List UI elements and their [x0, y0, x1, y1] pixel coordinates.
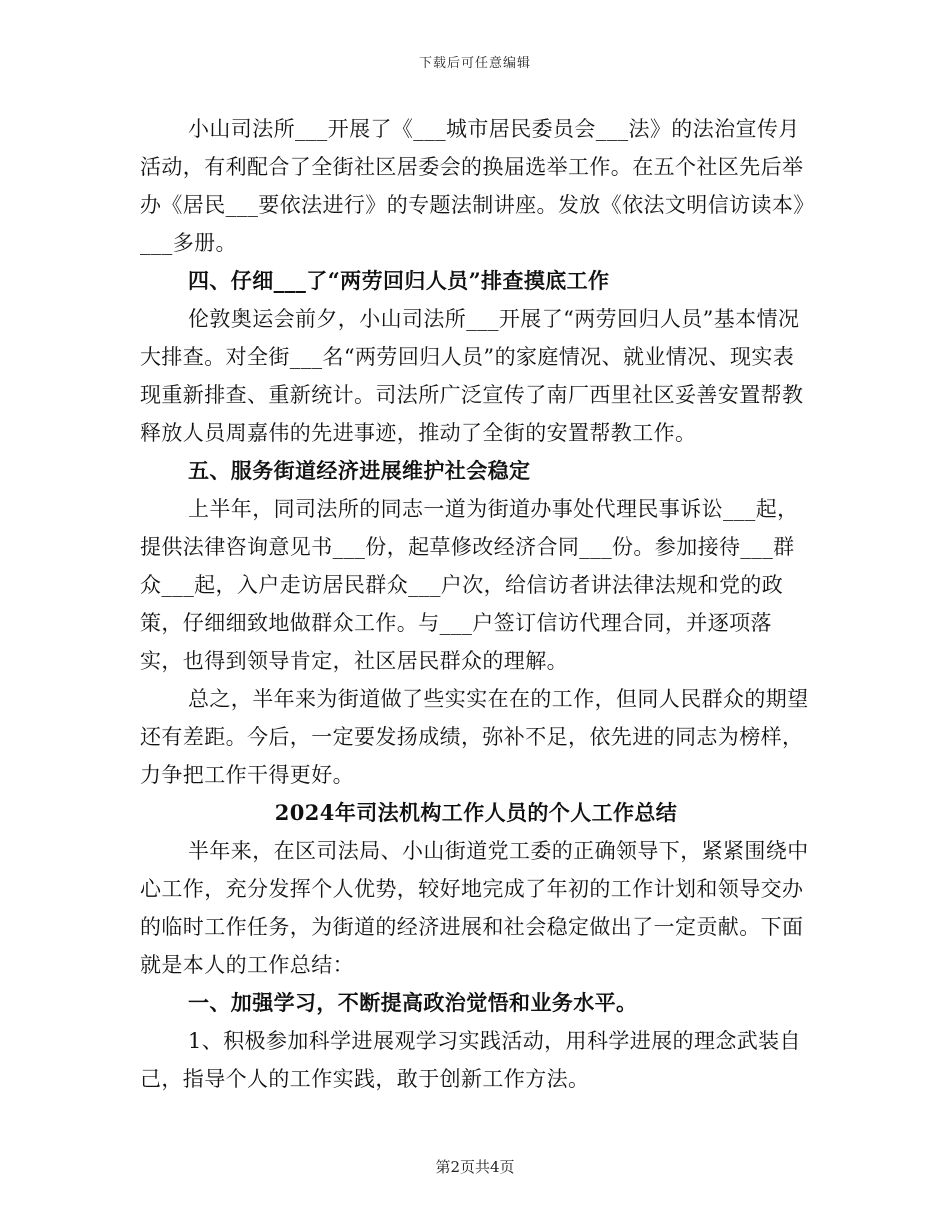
paragraph-legal-services: 上半年，同司法所的同志一道为街道办事处代理民事诉讼___起，提供法律咨询意见书___份，起草修改经济合同___份。参加接待___群众___起，入户走访居民群众___户次，给信访者讲法律法规和党的政策，仔细细致地做群众工作。与___户签订信访代理合同，并逐项落实，也得到领导肯定，社区居民群众的理解。	[140, 497, 799, 673]
page-number: 第2页共4页	[435, 1158, 515, 1176]
section-heading-5: 五、服务街道经济进展维护社会稳定	[188, 458, 531, 483]
paragraph-study-item-1: 1、积极参加科学进展观学习实践活动，用科学进展的理念武装自己，指导个人的工作实践，敢于创新工作方法。	[140, 1029, 801, 1091]
document-title: 2024年司法机构工作人员的个人工作总结	[274, 800, 678, 825]
document-body	[140, 110, 812, 1098]
paragraph-introduction: 半年来，在区司法局、小山街道党工委的正确领导下，紧紧围绕中心工作，充分发挥个人优势，较好地完成了年初的工作计划和领导交办的临时工作任务，为街道的经济进展和社会稳定做出了一定贡献。下面就是本人的工作总结：	[140, 839, 809, 977]
section-heading-1: 一、加强学习，不断提高政治觉悟和业务水平。	[188, 990, 638, 1015]
paragraph-conclusion: 总之，半年来为街道做了些实实在在的工作，但同人民群众的期望还有差距。今后，一定要发扬成绩，弥补不足，依先进的同志为榜样，力争把工作干得更好。	[140, 687, 809, 787]
paragraph-reintegration-survey: 伦敦奥运会前夕，小山司法所___开展了“两劳回归人员”基本情况大排查。对全街___名“两劳回归人员”的家庭情况、就业情况、现实表现重新排查、重新统计。司法所广泛宣传了南厂西里社区妥善安置帮教释放人员周嘉伟的先进事迹，推动了全街的安置帮教工作。	[140, 307, 804, 445]
section-heading-4: 四、仔细___了“两劳回归人员”排查摸底工作	[188, 268, 610, 293]
paragraph-legal-publicity: 小山司法所___开展了《___城市居民委员会___法》的法治宣传月活动，有利配合了全街社区居委会的换届选举工作。在五个社区先后举办《居民___要依法进行》的专题法制讲座。发放《依法文明信访读本》___多册。	[140, 117, 805, 255]
page-header: 下载后可任意编辑	[418, 56, 531, 71]
